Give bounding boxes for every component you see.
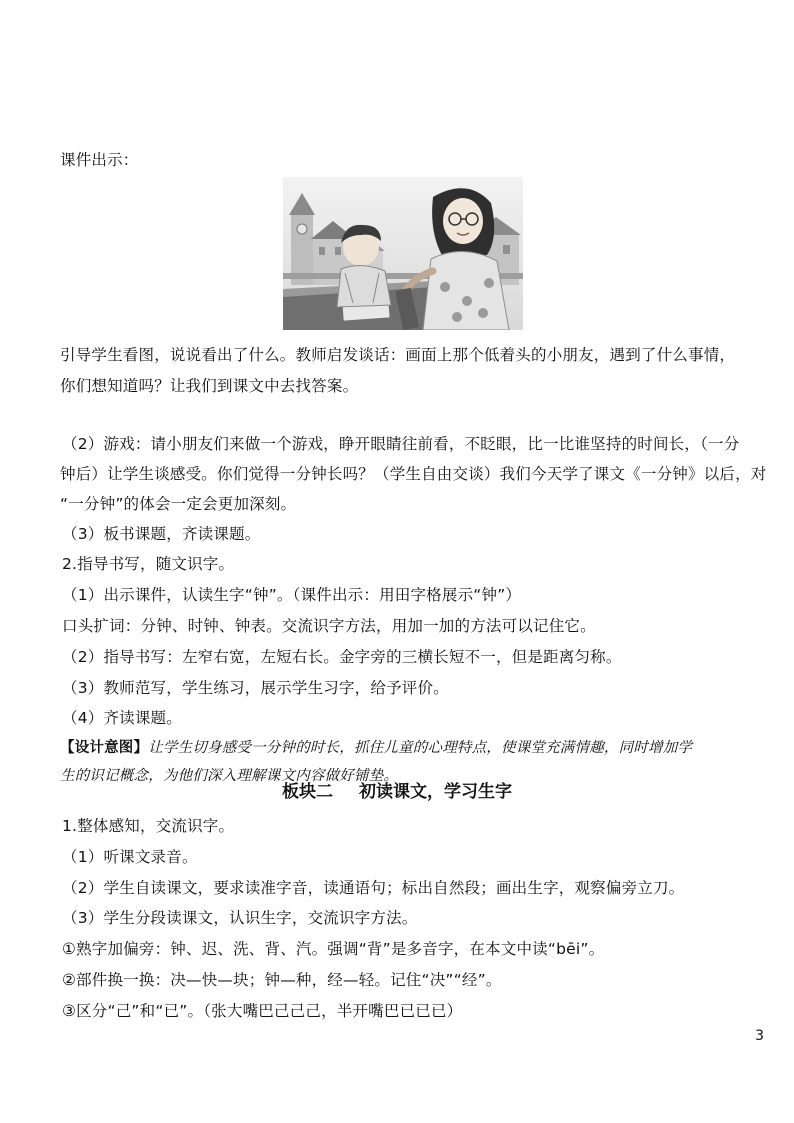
paragraph-line: “一分钟”的体会一定会更加深刻。 bbox=[60, 495, 297, 513]
design-intent-text: 让学生切身感受一分钟的时长，抓住儿童的心理特点，使课堂充满情趣，同时增加学 bbox=[148, 740, 693, 756]
design-intent-line bbox=[60, 738, 742, 760]
intro-label: 课件出示： bbox=[60, 151, 139, 169]
paragraph-line: （1）听课文录音。 bbox=[62, 848, 198, 866]
paragraph-line: 2.指导书写，随文识字。 bbox=[62, 555, 235, 573]
paragraph-line: （3）学生分段读课文，认识生字，交流识字方法。 bbox=[62, 909, 418, 927]
paragraph-line: （3）教师范写，学生练习，展示学生习字，给予评价。 bbox=[62, 679, 449, 697]
paragraph-line: （2）游戏：请小朋友们来做一个游戏，睁开眼睛往前看，不眨眼，比一比谁坚持的时间长，（一分 bbox=[62, 435, 740, 453]
design-intent-label: 【设计意图】 bbox=[60, 740, 149, 756]
page-number: 3 bbox=[755, 1028, 764, 1044]
paragraph-line: 你们想知道吗？让我们到课文中去找答案。 bbox=[60, 377, 359, 395]
paragraph-line: （3）板书课题，齐读课题。 bbox=[62, 525, 261, 543]
paragraph-line: （4）齐读课题。 bbox=[62, 709, 182, 727]
section-heading-part: 板块二 bbox=[282, 782, 333, 802]
paragraph-line: ②部件换一换：决—快—块；钟—种，经—轻。记住“决”“经”。 bbox=[62, 971, 502, 989]
paragraph-line: 1.整体感知，交流识字。 bbox=[62, 817, 235, 835]
paragraph-line: ①熟字加偏旁：钟、迟、洗、背、汽。强调“背”是多音字，在本文中读“bēi”。 bbox=[62, 940, 605, 958]
paragraph-line: ③区分“己”和“已”。（张大嘴巴己己己，半开嘴巴已已已） bbox=[62, 1002, 463, 1020]
section-heading-title: 初读课文，学习生字 bbox=[359, 782, 512, 802]
classroom-illustration bbox=[283, 177, 523, 330]
section-heading bbox=[0, 777, 794, 802]
design-intent-line: 生的识记概念，为他们深入理解课文内容做好铺垫。 bbox=[60, 768, 399, 784]
paragraph-line: 钟后）让学生谈感受。你们觉得一分钟长吗？（学生自由交谈）我们今天学了课文《一分钟》以后，对 bbox=[60, 465, 767, 483]
paragraph-line: 口头扩词：分钟、时钟、钟表。交流识字方法，用加一加的方法可以记住它。 bbox=[62, 617, 596, 635]
paragraph-line: （2）指导书写：左窄右宽，左短右长。金字旁的三横长短不一，但是距离匀称。 bbox=[62, 648, 622, 666]
paragraph-line: （2）学生自读课文，要求读准字音，读通语句；标出自然段；画出生字，观察偏旁立刀。 bbox=[62, 879, 685, 897]
paragraph-line: （1）出示课件，认读生字“钟”。（课件出示：用田字格展示“钟”） bbox=[62, 586, 522, 604]
paragraph-line: 引导学生看图，说说看出了什么。教师启发谈话：画面上那个低着头的小朋友，遇到了什么事情， bbox=[60, 346, 736, 364]
